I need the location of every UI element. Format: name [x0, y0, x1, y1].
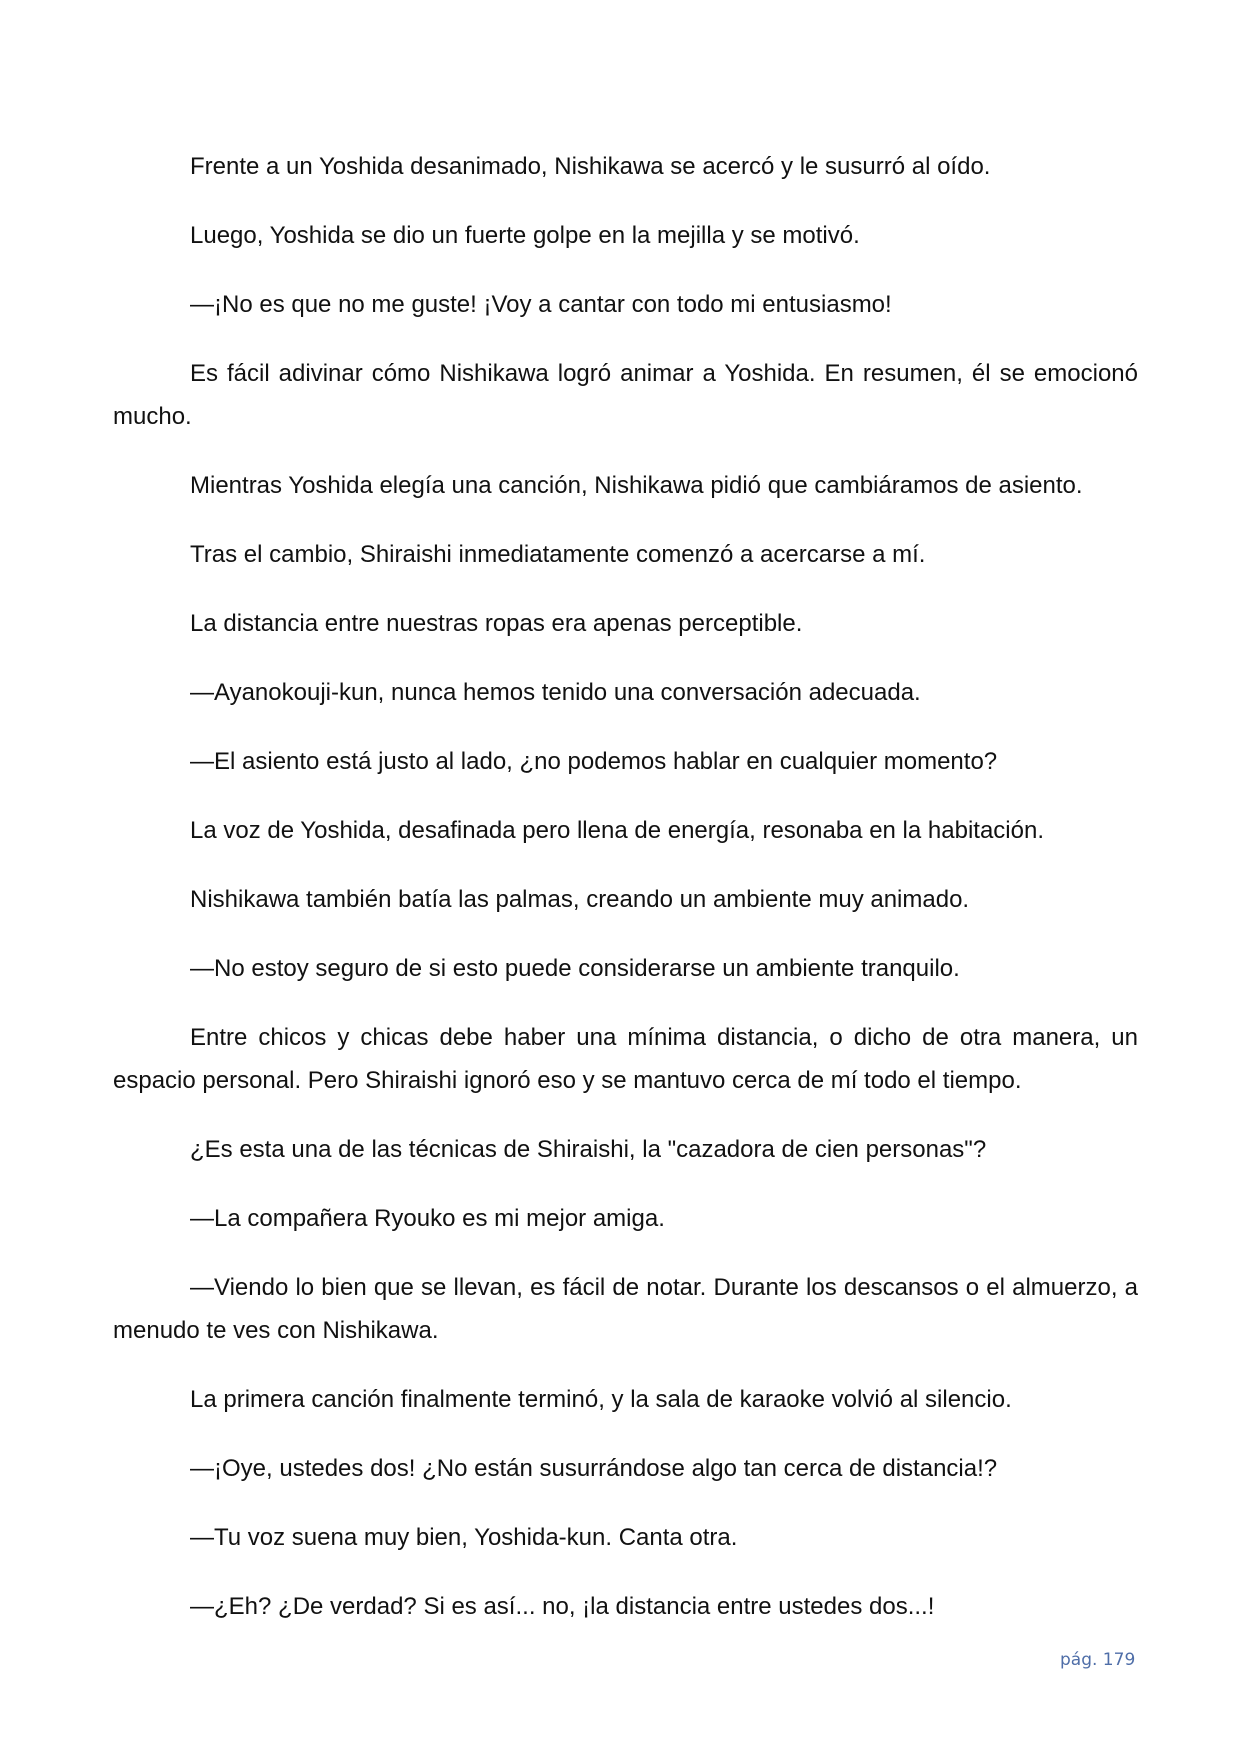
text-body: [113, 145, 1138, 1654]
paragraph: —El asiento está justo al lado, ¿no podemos hablar en cualquier momento?: [190, 748, 998, 775]
paragraph: —Viendo lo bien que se llevan, es fácil de notar. Durante los descansos o el almuerzo, a menudo te ves con Nishikawa.: [113, 1274, 1138, 1344]
paragraph: Mientras Yoshida elegía una canción, Nishikawa pidió que cambiáramos de asiento.: [190, 472, 1083, 499]
paragraph: Frente a un Yoshida desanimado, Nishikawa se acercó y le susurró al oído.: [190, 153, 991, 180]
paragraph: —Ayanokouji-kun, nunca hemos tenido una conversación adecuada.: [190, 679, 921, 706]
paragraph: La distancia entre nuestras ropas era apenas perceptible.: [190, 610, 803, 637]
paragraph: —No estoy seguro de si esto puede considerarse un ambiente tranquilo.: [190, 955, 960, 982]
paragraph: —Tu voz suena muy bien, Yoshida-kun. Canta otra.: [190, 1524, 738, 1551]
paragraph: Entre chicos y chicas debe haber una mínima distancia, o dicho de otra manera, un espacio personal. Pero Shiraishi ignoró eso y se mantuvo cerca de mí todo el tiempo.: [113, 1024, 1138, 1094]
paragraph: Tras el cambio, Shiraishi inmediatamente comenzó a acercarse a mí.: [190, 541, 926, 568]
paragraph: La voz de Yoshida, desafinada pero llena de energía, resonaba en la habitación.: [190, 817, 1044, 844]
paragraph: —¡No es que no me guste! ¡Voy a cantar con todo mi entusiasmo!: [190, 291, 892, 318]
paragraph: —La compañera Ryouko es mi mejor amiga.: [190, 1205, 665, 1232]
paragraph: —¡Oye, ustedes dos! ¿No están susurrándose algo tan cerca de distancia!?: [190, 1455, 998, 1482]
paragraph: Es fácil adivinar cómo Nishikawa logró animar a Yoshida. En resumen, él se emocionó mucho.: [113, 360, 1138, 430]
paragraph: Luego, Yoshida se dio un fuerte golpe en la mejilla y se motivó.: [190, 222, 860, 249]
paragraph: Nishikawa también batía las palmas, creando un ambiente muy animado.: [190, 886, 970, 913]
paragraph: —¿Eh? ¿De verdad? Si es así... no, ¡la distancia entre ustedes dos...!: [190, 1593, 935, 1620]
paragraph: ¿Es esta una de las técnicas de Shiraishi, la "cazadora de cien personas"?: [190, 1136, 987, 1163]
page-number: pág. 179: [1060, 1650, 1136, 1670]
paragraph: La primera canción finalmente terminó, y la sala de karaoke volvió al silencio.: [190, 1386, 1012, 1413]
